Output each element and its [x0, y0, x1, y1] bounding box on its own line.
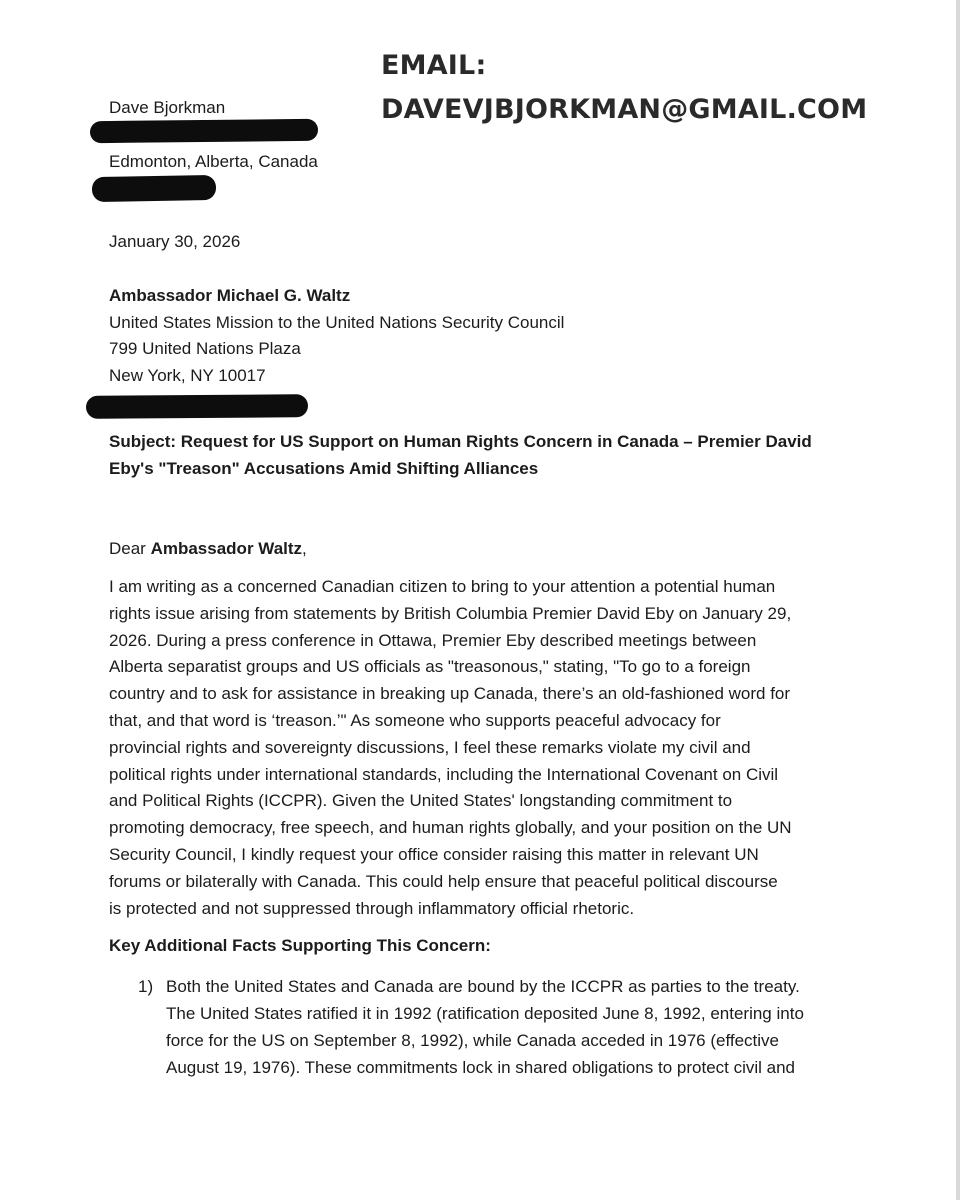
redaction-bar — [92, 175, 216, 202]
body-line: is protected and not suppressed through inflammatory official rhetoric. — [109, 898, 635, 918]
letter-date: January 30, 2026 — [109, 232, 241, 251]
body-line: country and to ask for assistance in breaking up Canada, there’s an old-fashioned word for — [109, 684, 791, 704]
email-overlay — [381, 44, 867, 132]
list-item-number: 1) — [138, 977, 154, 996]
list-item-line: The United States ratified it in 1992 (ratification deposited June 8, 1992, entering into — [166, 1004, 804, 1023]
key-facts-heading: Key Additional Facts Supporting This Concern: — [109, 936, 491, 955]
email-address: DAVEVJBJORKMAN@GMAIL.COM — [381, 94, 868, 125]
recipient-name: Ambassador Michael G. Waltz — [109, 286, 351, 305]
sender-city: Edmonton, Alberta, Canada — [109, 152, 318, 171]
salutation-prefix: Dear — [109, 539, 151, 558]
body-line: Security Council, I kindly request your office consider raising this matter in relevant UN — [109, 844, 759, 864]
subject-line-2: Eby's "Treason" Accusations Amid Shifting Alliances — [109, 459, 539, 478]
salutation-name: Ambassador Waltz — [150, 539, 303, 558]
recipient-street: 799 United Nations Plaza — [109, 339, 301, 358]
redaction-bar — [90, 119, 318, 143]
recipient-org: United States Mission to the United Nations Security Council — [109, 313, 565, 332]
body-line: promoting democracy, free speech, and human rights globally, and your position on the UN — [109, 818, 792, 838]
body-line: that, and that word is ‘treason.’" As someone who supports peaceful advocacy for — [109, 710, 721, 730]
body-line: and Political Rights (ICCPR). Given the United States' longstanding commitment to — [109, 791, 733, 811]
page-edge — [956, 0, 960, 1200]
body-line: Alberta separatist groups and US officials as "treasonous," stating, "To go to a foreign — [109, 657, 751, 677]
body-line: I am writing as a concerned Canadian citizen to bring to your attention a potential human — [109, 577, 776, 596]
body-line: rights issue arising from statements by British Columbia Premier David Eby on January 29, — [109, 603, 792, 623]
body-line: forums or bilaterally with Canada. This could help ensure that peaceful political discourse — [109, 871, 778, 891]
salutation-suffix: , — [302, 539, 307, 558]
list-item — [166, 973, 804, 1081]
recipient-city: New York, NY 10017 — [109, 366, 266, 385]
list-item-line: Both the United States and Canada are bound by the ICCPR as parties to the treaty. — [166, 977, 800, 996]
body-line: political rights under international standards, including the International Covenant on Civil — [109, 764, 779, 784]
redaction-bar — [86, 394, 308, 419]
list-item-line: force for the US on September 8, 1992), while Canada acceded in 1976 (effective — [166, 1031, 780, 1050]
sender-name: Dave Bjorkman — [109, 98, 226, 117]
salutation — [109, 539, 307, 559]
body-line: 2026. During a press conference in Ottawa, Premier Eby described meetings between — [109, 630, 757, 650]
body-line: provincial rights and sovereignty discussions, I feel these remarks violate my civil and — [109, 737, 751, 757]
subject-line-1: Subject: Request for US Support on Human Rights Concern in Canada – Premier David — [109, 432, 812, 451]
list-item-line: August 19, 1976). These commitments lock in shared obligations to protect civil and — [166, 1058, 796, 1077]
body-paragraph — [109, 574, 849, 922]
email-label: EMAIL: — [381, 50, 487, 81]
